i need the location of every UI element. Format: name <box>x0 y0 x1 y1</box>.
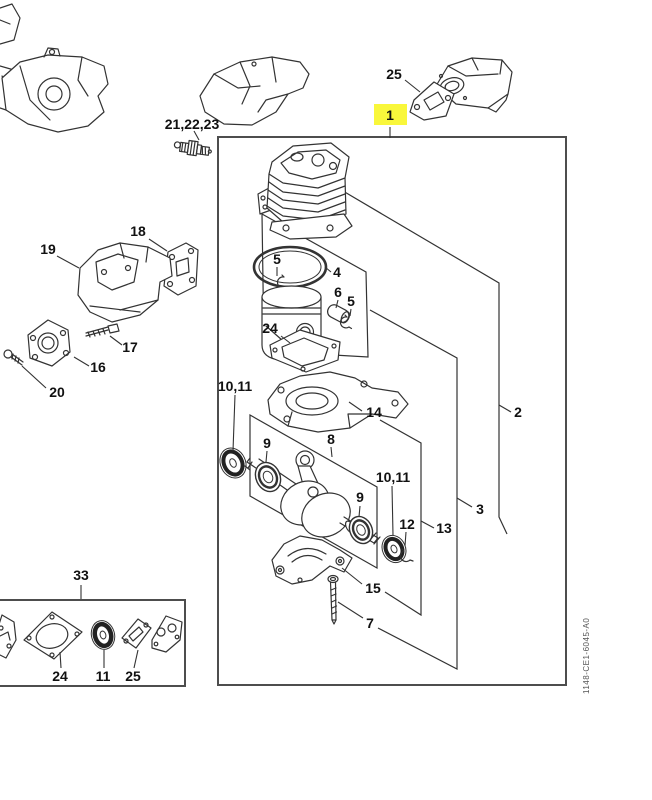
part-label-21-22-23[interactable]: 21,22,23 <box>164 116 220 132</box>
part-label-8[interactable]: 8 <box>327 431 335 447</box>
mount-screw-drawing <box>4 350 23 365</box>
spark-plug-drawing <box>173 139 212 158</box>
bracket-line-3 <box>370 310 457 669</box>
gasket-set-cylinder-gasket-drawing <box>24 612 82 659</box>
part-labels <box>0 66 522 684</box>
part-label-13[interactable]: 13 <box>436 520 452 536</box>
part-label-25-top[interactable]: 25 <box>386 66 402 82</box>
part-label-16[interactable]: 16 <box>90 359 106 375</box>
part-label-10-11-right[interactable]: 10,11 <box>375 469 411 485</box>
part-label-33[interactable]: 33 <box>73 567 89 583</box>
part-label-3[interactable]: 3 <box>476 501 484 517</box>
part-label-25-bottom[interactable]: 25 <box>125 668 141 684</box>
bracket-lines <box>343 191 511 669</box>
part-label-5-right[interactable]: 5 <box>347 293 355 309</box>
part-label-4[interactable]: 4 <box>333 264 341 280</box>
doc-code: 1148-CE1-6045-A0 <box>582 617 591 694</box>
gasket-set-parts <box>0 612 182 659</box>
part-label-14[interactable]: 14 <box>366 404 382 420</box>
part-label-11-bottom[interactable]: 11 <box>95 668 111 684</box>
part-label-7[interactable]: 7 <box>366 615 374 631</box>
part-label-15[interactable]: 15 <box>365 580 381 596</box>
part-label-9-left[interactable]: 9 <box>263 435 271 451</box>
left-column-parts <box>4 243 198 366</box>
crankcase-lower-drawing <box>272 536 352 584</box>
bracket-line-2 <box>343 191 507 534</box>
part-label-9-right[interactable]: 9 <box>356 489 364 505</box>
bearing-left-drawing <box>251 458 285 495</box>
gasket-set-carb-gasket-drawing <box>152 616 182 652</box>
part-label-10-11-left[interactable]: 10,11 <box>217 378 253 394</box>
engine-pan-drawing <box>78 243 172 322</box>
part-label-19[interactable]: 19 <box>40 241 56 257</box>
part-label-6[interactable]: 6 <box>334 284 342 300</box>
gasket-set-muffler-gasket-drawing <box>122 619 151 648</box>
part-label-1-highlighted[interactable]: 1 <box>386 107 394 123</box>
housing-fragment-drawing <box>0 4 20 44</box>
part-label-24-bottom[interactable]: 24 <box>52 668 68 684</box>
cylinder-shroud-drawing <box>200 57 309 125</box>
part-label-18[interactable]: 18 <box>130 223 146 239</box>
mount-flange-drawing <box>28 320 70 366</box>
fan-housing-drawing <box>0 48 108 132</box>
part-label-20[interactable]: 20 <box>49 384 65 400</box>
cylinder-drawing <box>258 143 352 239</box>
crankcase-upper-drawing <box>268 372 408 432</box>
gasket-set-oil-seal-drawing <box>88 618 118 652</box>
part-label-17[interactable]: 17 <box>122 339 138 355</box>
background-drawings <box>0 4 512 158</box>
screw-drawing <box>328 576 338 625</box>
gasket-set-partial-gasket-drawing <box>0 615 16 658</box>
piston-ring-drawing <box>254 247 326 287</box>
part-label-24-main[interactable]: 24 <box>262 320 278 336</box>
part-label-12[interactable]: 12 <box>399 516 415 532</box>
part-label-2[interactable]: 2 <box>514 404 522 420</box>
pan-screw-drawing <box>86 324 119 337</box>
part-label-5-left[interactable]: 5 <box>273 251 281 267</box>
